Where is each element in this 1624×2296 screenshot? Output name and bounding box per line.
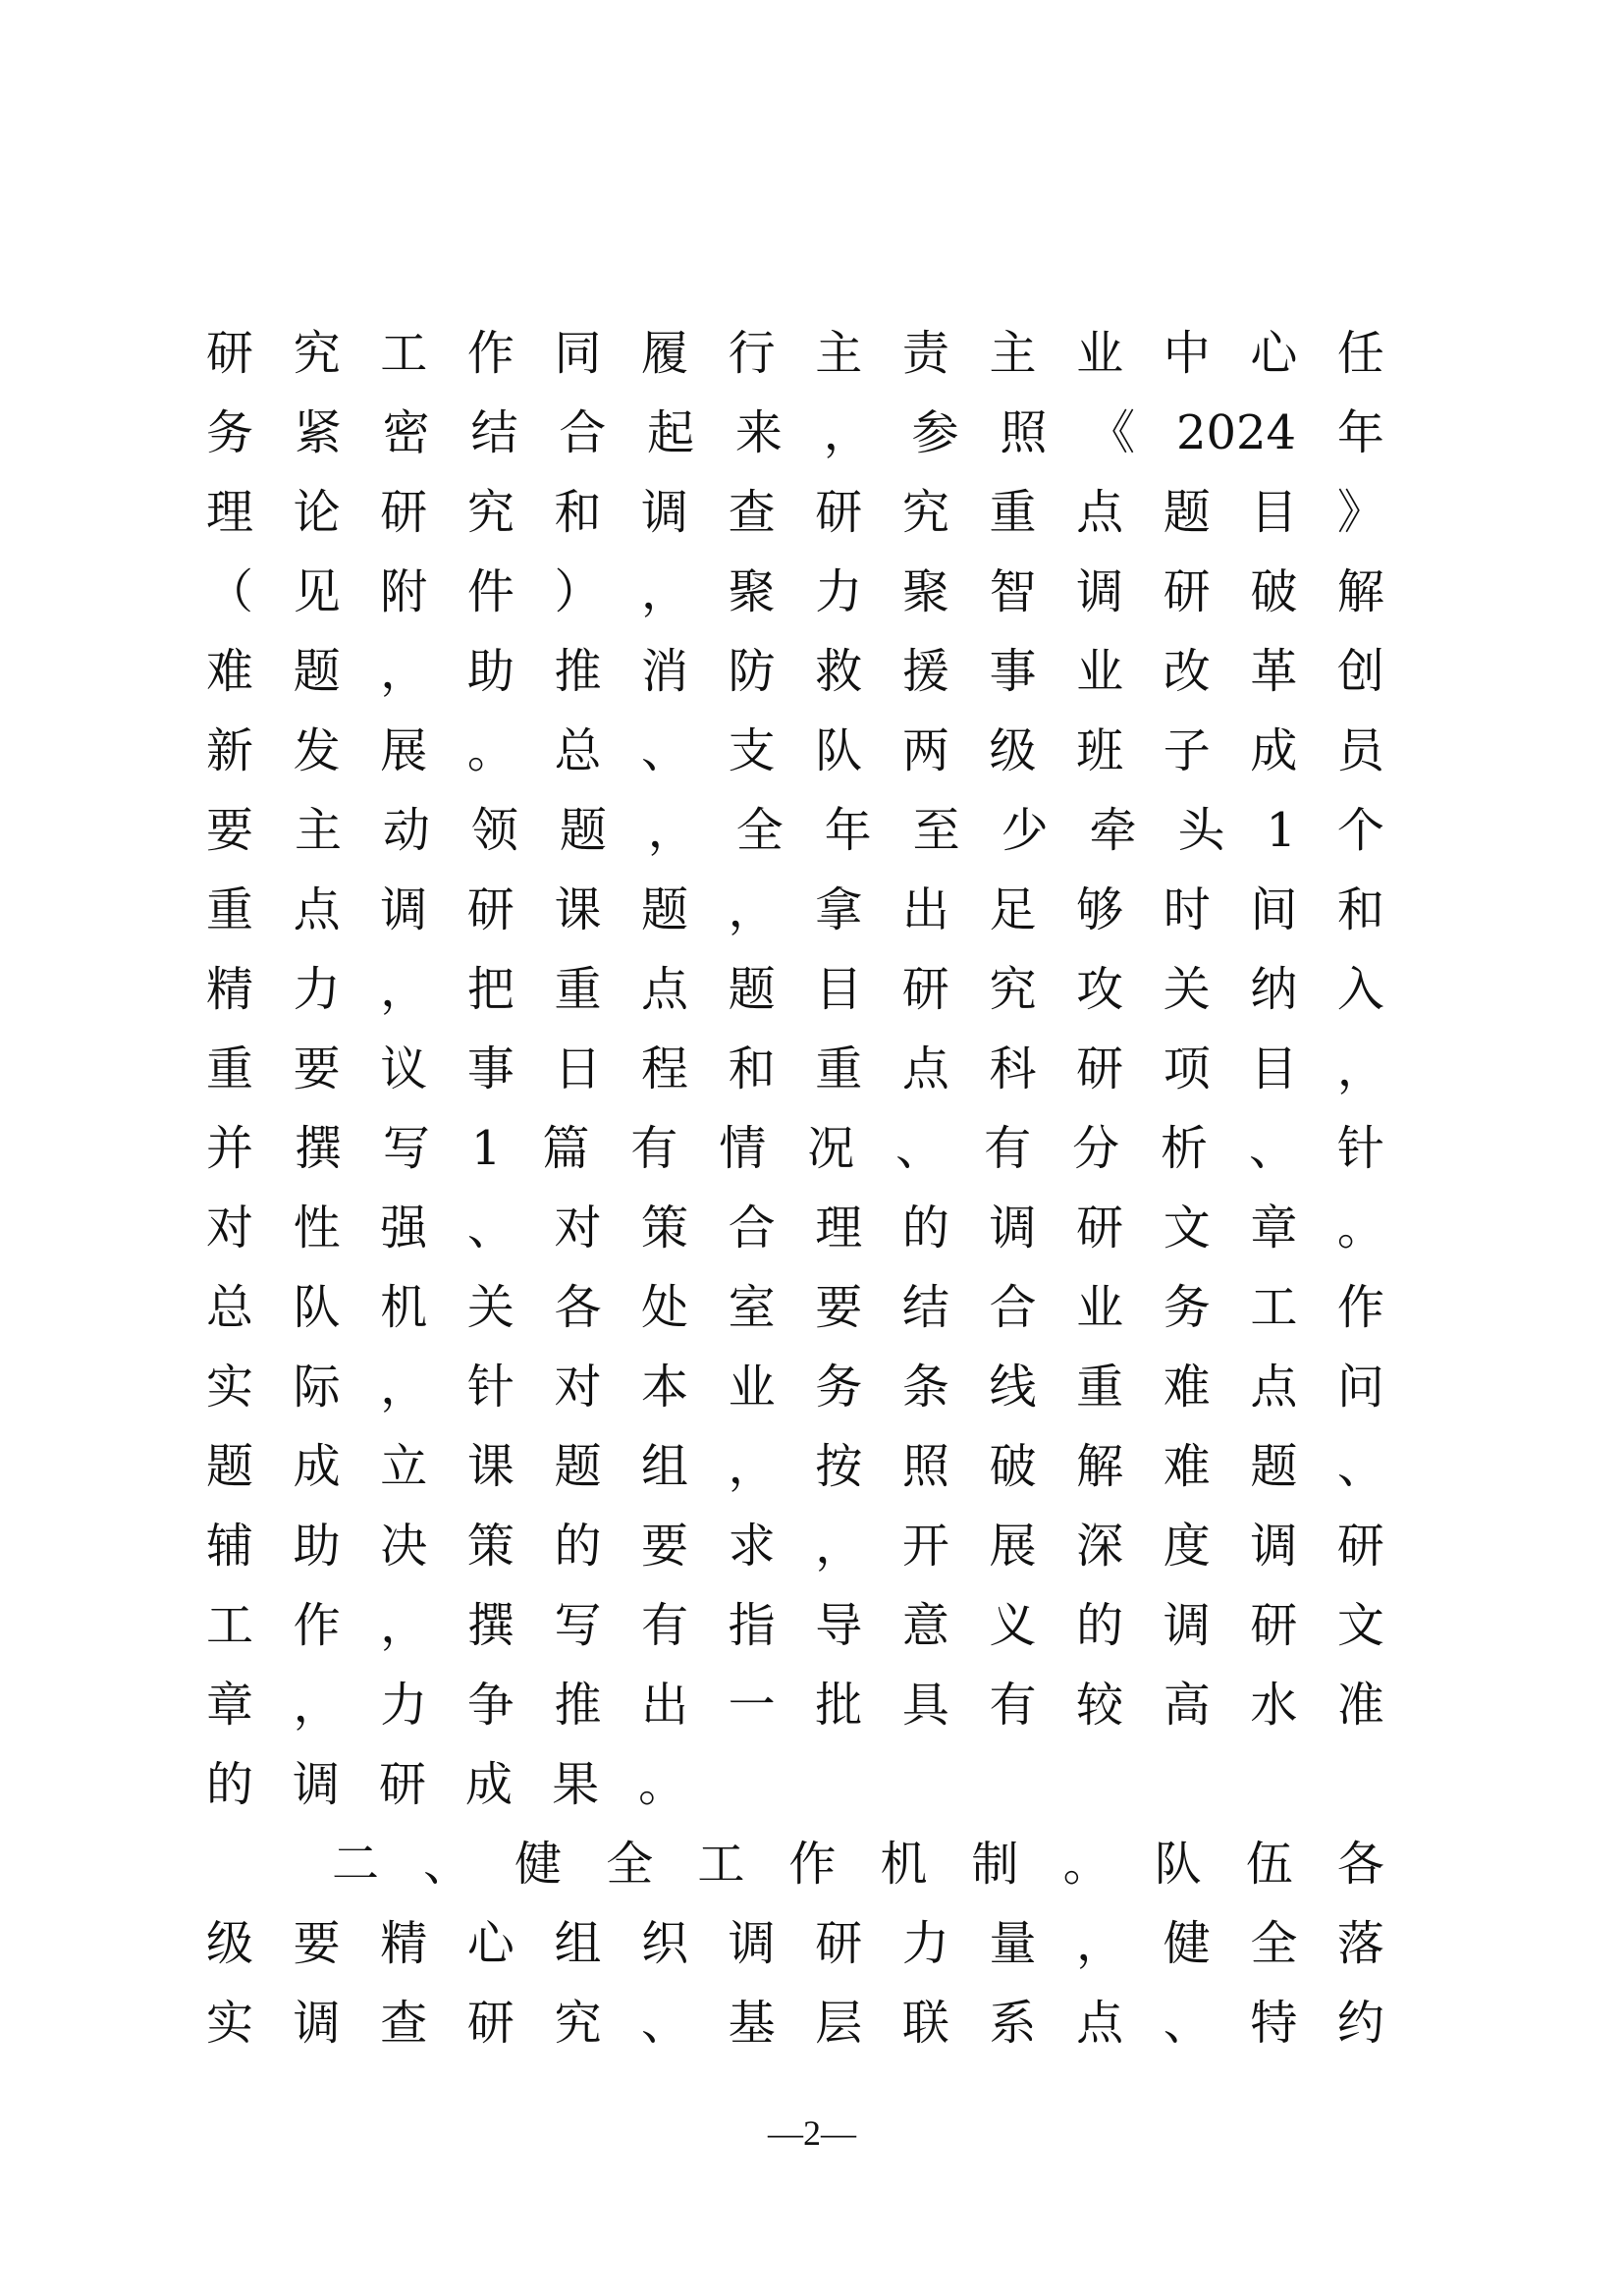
text-line: 新 发 展 。 总 、 支 队 两 级 班 子 成 员 <box>206 723 1384 778</box>
text-line: 要 主 动 领 题 ， 全 年 至 少 牵 头 1 个 <box>206 803 1384 858</box>
text-line: 精 力 ， 把 重 点 题 目 研 究 攻 关 纳 入 <box>206 962 1384 1017</box>
page-number: —2— <box>768 2113 856 2153</box>
text-line: （ 见 附 件 ） ， 聚 力 聚 智 调 研 破 解 <box>206 564 1384 619</box>
text-line: 重 要 议 事 日 程 和 重 点 科 研 项 目 ， <box>206 1041 1384 1096</box>
text-line: 总 队 机 关 各 处 室 要 结 合 业 务 工 作 <box>206 1280 1384 1335</box>
body-text <box>206 314 1384 2063</box>
text-line: 辅 助 决 策 的 要 求 ， 开 展 深 度 调 研 <box>206 1519 1384 1574</box>
text-line: 对 性 强 、 对 策 合 理 的 调 研 文 章 。 <box>206 1201 1384 1255</box>
text-line: 并 撰 写 1 篇 有 情 况 、 有 分 析 、 针 <box>206 1121 1384 1176</box>
text-line: 题 成 立 课 题 组 ， 按 照 破 解 难 题 、 <box>206 1439 1384 1494</box>
text-line: 理 论 研 究 和 调 查 研 究 重 点 题 目 》 <box>206 485 1384 540</box>
text-line: 工 作 ， 撰 写 有 指 导 意 义 的 调 研 文 <box>206 1598 1384 1653</box>
section-heading-line: 二 、 健 全 工 作 机 制 。 队 伍 各 <box>332 1837 1384 1892</box>
text-line: 难 题 ， 助 推 消 防 救 援 事 业 改 革 创 <box>206 644 1384 699</box>
text-line: 级 要 精 心 组 织 调 研 力 量 ， 健 全 落 <box>206 1916 1384 1971</box>
text-line: 章 ， 力 争 推 出 一 批 具 有 较 高 水 准 <box>206 1678 1384 1733</box>
text-line: 务 紧 密 结 合 起 来 ， 参 照 《 2024 年 <box>206 405 1384 460</box>
text-line: 研 究 工 作 同 履 行 主 责 主 业 中 心 任 <box>206 326 1384 381</box>
text-line: 重 点 调 研 课 题 ， 拿 出 足 够 时 间 和 <box>206 882 1384 937</box>
text-line: 实 际 ， 针 对 本 业 务 条 线 重 难 点 问 <box>206 1360 1384 1415</box>
text-line: 的 调 研 成 果 。 <box>206 1757 686 1812</box>
text-line: 实 调 查 研 究 、 基 层 联 系 点 、 特 约 <box>206 1996 1384 2051</box>
